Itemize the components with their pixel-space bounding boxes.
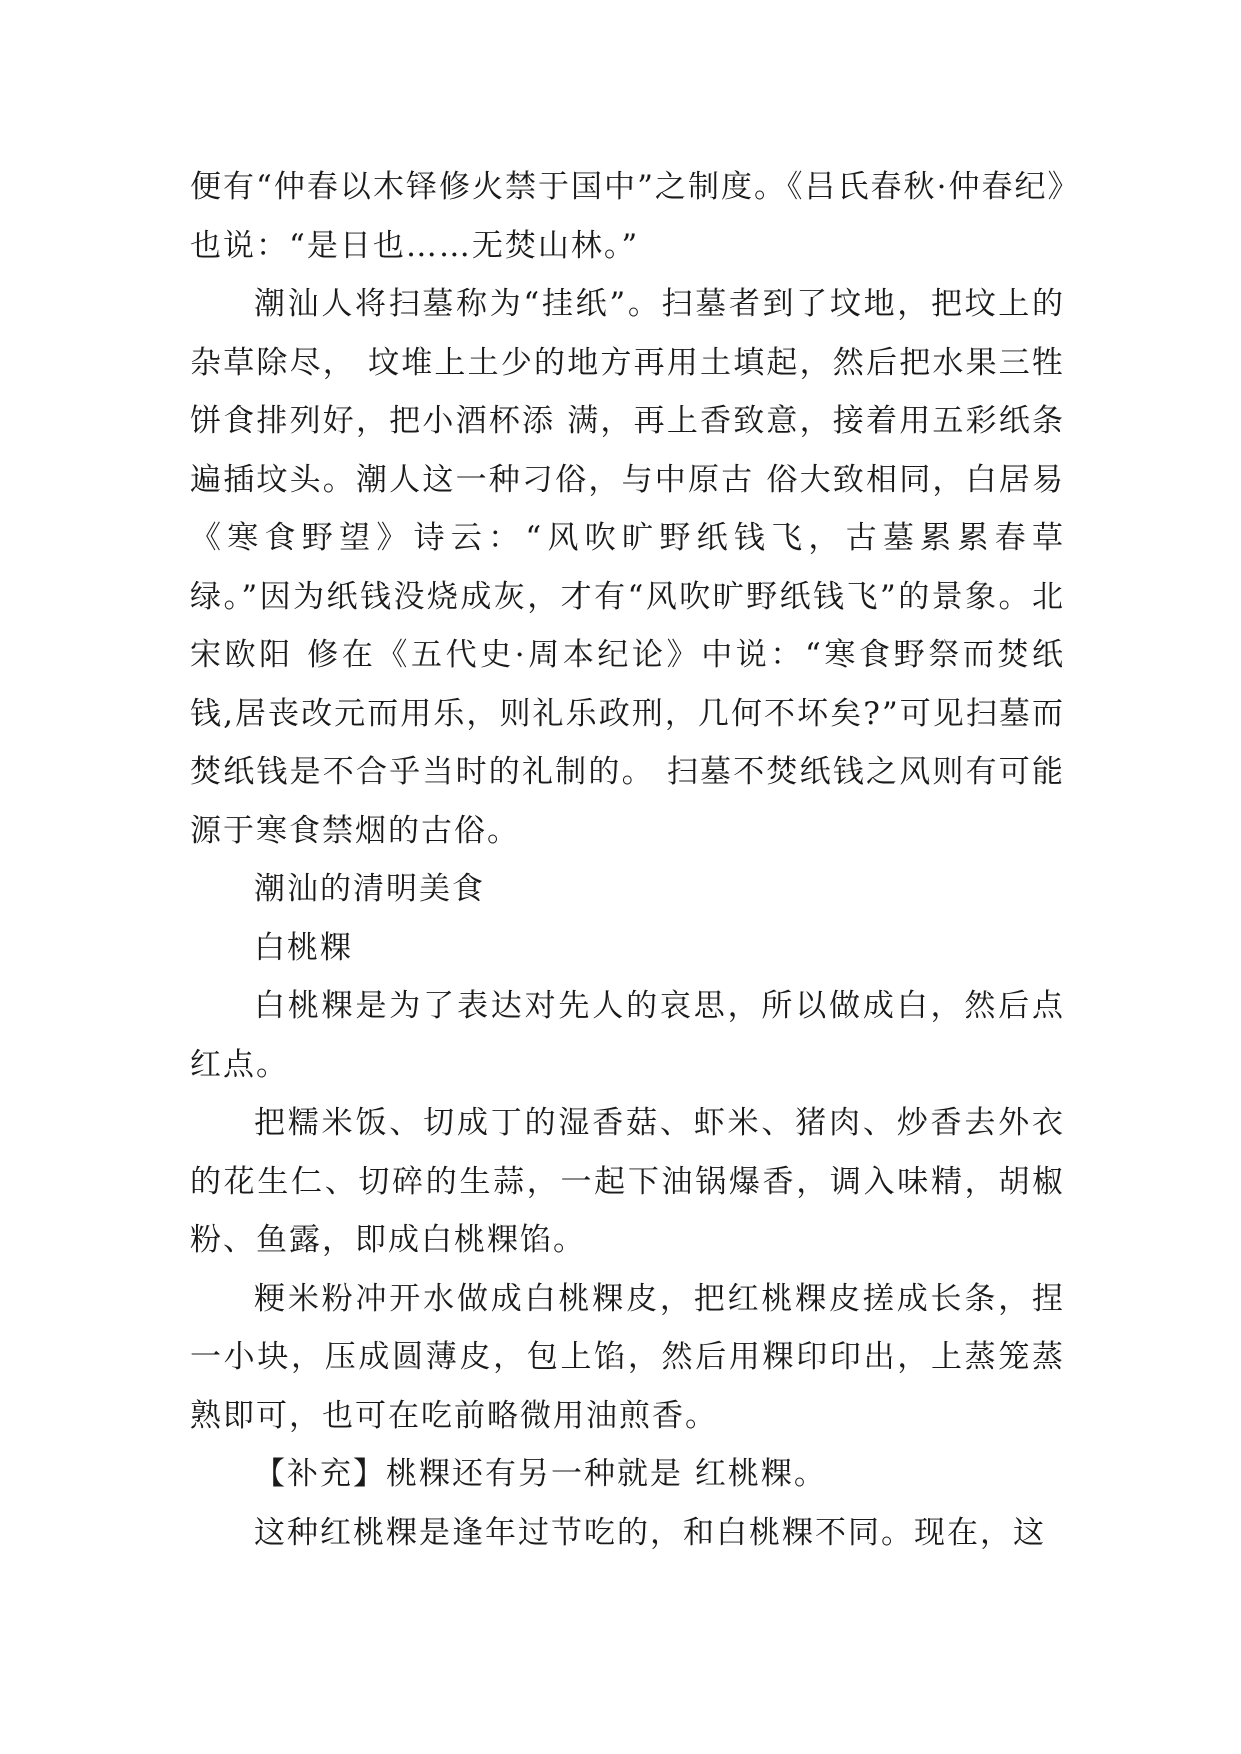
paragraph-skin-recipe: 粳米粉冲开水做成白桃粿皮，把红桃粿皮搓成长条，捏一小块，压成圆薄皮，包上馅，然后用粿印印出，上蒸笼蒸熟即可，也可在吃前略微用油煎香。 [190, 1280, 1065, 1434]
paragraph-red-peach-cake: 这种红桃粿是逢年过节吃的，和白桃粿不同。现在，这 [254, 1514, 1046, 1551]
document-body [190, 158, 1065, 1562]
paragraph-continuation: 便有“仲春以木铎修火禁于国中”之制度。《吕氏春秋·仲春纪》也说：“是日也……无焚山林。” [190, 169, 1065, 264]
section-heading-qingming-food: 潮汕的清明美食 [254, 871, 485, 907]
paragraph-tomb-sweeping: 潮汕人将扫墓称为“挂纸”。扫墓者到了坟地，把坟上的杂草除尽， 坟堆上土少的地方再用土填起，然后把水果三牲饼食排列好，把小酒杯添 满，再上香致意，接着用五彩纸条遍插坟头。潮人这一种刁俗，与中原古 俗大致相同，白居易《寒食野望》诗云：“风吹旷野纸钱飞，古墓累累春草绿。”因为纸钱没烧成灰，才有“风吹旷野纸钱飞”的景象。北宋欧阳 修在《五代史·周本纪论》中说：“寒食野祭而焚纸钱,居丧改元而用乐，则礼乐政刑，几何不坏矣?”可见扫墓而焚纸钱是不合乎当时的礼制的。 扫墓不焚纸钱之风则有可能源于寒食禁烟的古俗。 [190, 286, 1065, 849]
subheading-white-peach-cake: 白桃粿 [254, 929, 353, 966]
paragraph-supplement: 【补充】桃粿还有另一种就是 红桃粿。 [254, 1456, 827, 1492]
paragraph-filling-recipe: 把糯米饭、切成丁的湿香菇、虾米、猪肉、炒香去外衣的花生仁、切碎的生蒜，一起下油锅爆香，调入味精，胡椒粉、鱼露，即成白桃粿馅。 [190, 1105, 1065, 1258]
paragraph-white-peach-cake-intro: 白桃粿是为了表达对先人的哀思，所以做成白，然后点红点。 [190, 988, 1065, 1083]
